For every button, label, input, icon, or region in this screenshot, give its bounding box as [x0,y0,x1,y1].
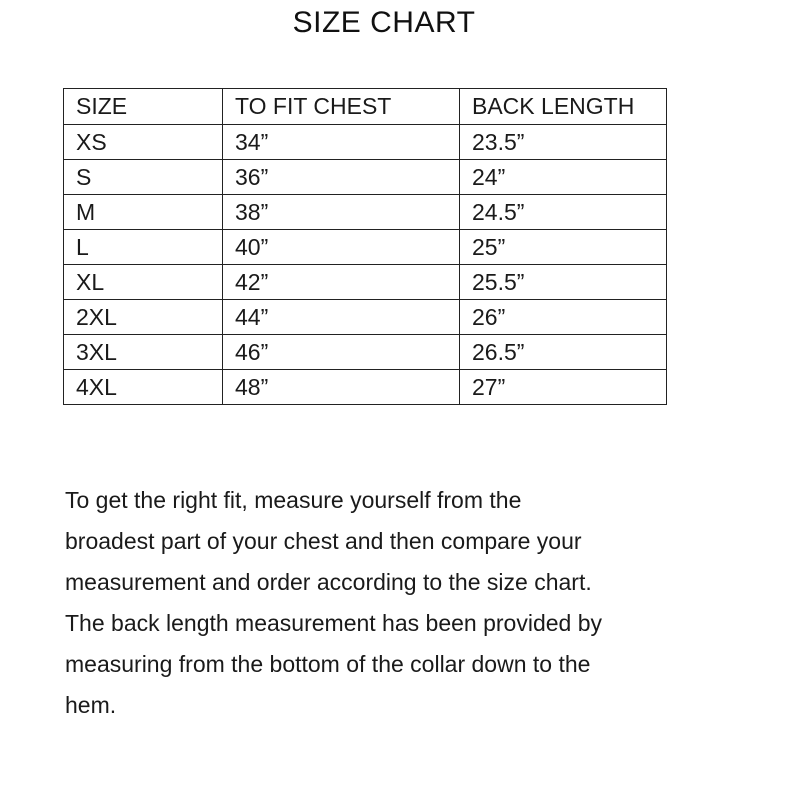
instruction-line: measuring from the bottom of the collar down to the [65,651,591,677]
header-back-length: BACK LENGTH [460,89,667,125]
table-row [64,300,667,335]
cell-back-length: 26” [460,300,667,335]
cell-size: L [64,230,223,265]
cell-back-length: 23.5” [460,125,667,160]
table-row [64,195,667,230]
cell-size: XL [64,265,223,300]
instruction-line: hem. [65,692,117,718]
cell-size: 2XL [64,300,223,335]
cell-back-length: 24” [460,160,667,195]
cell-chest: 34” [223,125,460,160]
size-chart-table [63,88,667,405]
cell-chest: 42” [223,265,460,300]
table-row [64,335,667,370]
cell-chest: 48” [223,370,460,405]
fit-instructions [65,480,725,726]
instruction-line: To get the right fit, measure yourself from the [65,487,522,513]
cell-chest: 40” [223,230,460,265]
header-size: SIZE [64,89,223,125]
table-row [64,125,667,160]
instruction-line: The back length measurement has been provided by [65,610,602,636]
cell-chest: 36” [223,160,460,195]
cell-back-length: 24.5” [460,195,667,230]
instruction-line: measurement and order according to the size chart. [65,569,592,595]
table-header-row [64,89,667,125]
cell-size: M [64,195,223,230]
cell-chest: 38” [223,195,460,230]
instruction-line: broadest part of your chest and then compare your [65,528,582,554]
cell-size: XS [64,125,223,160]
table-row [64,230,667,265]
cell-size: S [64,160,223,195]
cell-size: 4XL [64,370,223,405]
cell-chest: 46” [223,335,460,370]
cell-back-length: 27” [460,370,667,405]
cell-back-length: 25.5” [460,265,667,300]
table-row [64,265,667,300]
page-title: SIZE CHART [292,6,476,39]
cell-chest: 44” [223,300,460,335]
cell-back-length: 25” [460,230,667,265]
table-row [64,370,667,405]
cell-size: 3XL [64,335,223,370]
table-row [64,160,667,195]
cell-back-length: 26.5” [460,335,667,370]
header-to-fit-chest: TO FIT CHEST [223,89,460,125]
